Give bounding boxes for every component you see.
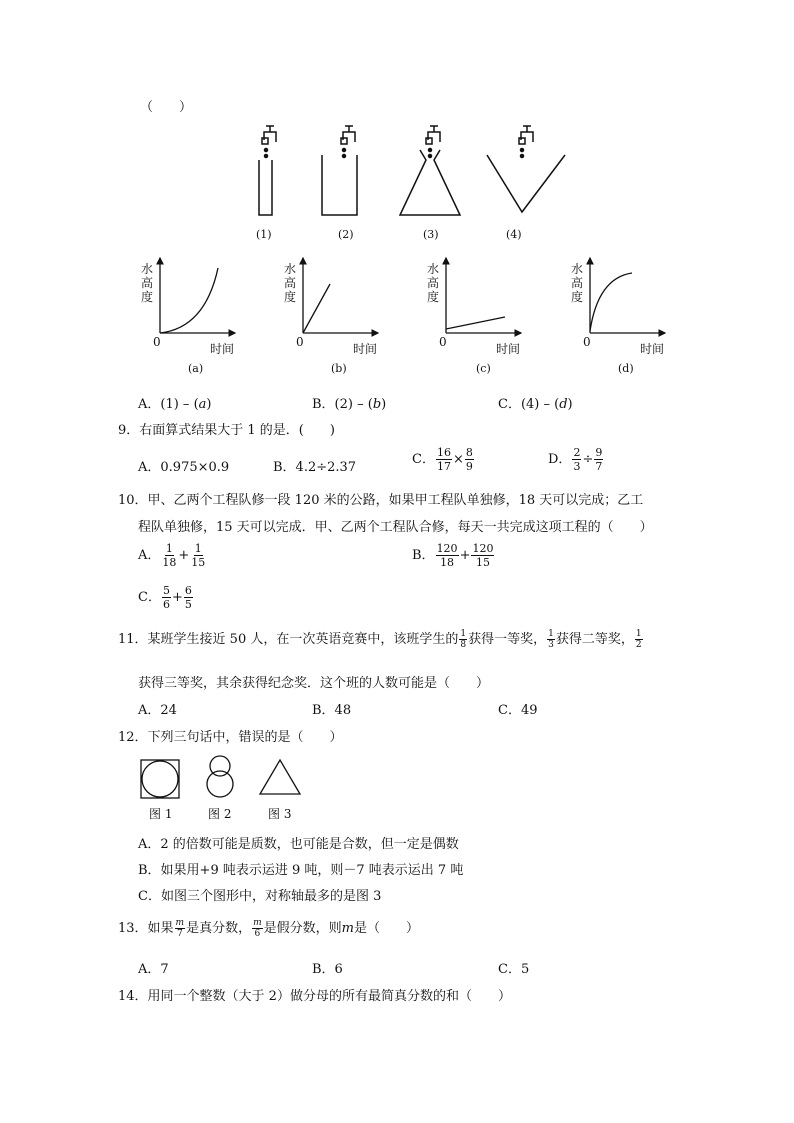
graph-x-label: 时间 bbox=[210, 342, 235, 356]
graph-caption: (c) bbox=[476, 362, 491, 375]
q11-option-c: C．49 bbox=[498, 703, 538, 718]
fig-caption: 图 1 bbox=[149, 807, 173, 821]
q13-option-c: C．5 bbox=[498, 962, 530, 977]
graph-origin: 0 bbox=[583, 335, 591, 349]
q8-option-b: B．(2) – (b) bbox=[312, 397, 387, 412]
graph-origin: 0 bbox=[296, 335, 304, 349]
graph-x-label: 时间 bbox=[353, 342, 378, 356]
q10-option-c: C． $\frac{5}{6}$ + $\frac{6}{5}$ bbox=[138, 584, 192, 611]
q9-option-d: D． $\frac{2}{3}$ ÷ $\frac{9}{7}$ bbox=[548, 446, 603, 473]
q9-option-a: A．0.975×0.9 bbox=[138, 460, 230, 475]
q12-option-a: A．2 的倍数可能是质数，也可能是合数，但一定是偶数 bbox=[138, 837, 459, 852]
q10-option-b: B． $\frac{120}{18}$ + $\frac{120}{15}$ bbox=[412, 542, 494, 569]
q11-option-b: B．48 bbox=[312, 703, 352, 718]
graph-caption: (b) bbox=[331, 362, 347, 375]
graph-x-label: 时间 bbox=[640, 342, 665, 356]
q10-stem-line2: 程队单独修，15 天可以完成．甲、乙两个工程队合修，每天一共完成这项工程的（ ） bbox=[138, 520, 653, 535]
square-with-circle-icon bbox=[141, 760, 179, 798]
fig-caption: 图 2 bbox=[208, 807, 232, 821]
q13-option-a: A．7 bbox=[138, 962, 169, 977]
q8-option-a: A．(1) – (a) bbox=[138, 397, 212, 412]
q8-option-c: C．(4) – (d) bbox=[498, 397, 573, 412]
q11-stem-line1: 11．某班学生接近 50 人，在一次英语竞赛中，该班学生的 $\frac{1}{8}$ 获得一等奖， $\frac{1}{3}$ 获得二等奖， $\frac{1}{2}$ bbox=[118, 629, 642, 650]
q10-option-a: A． $\frac{1}{18}$ + $\frac{1}{15}$ bbox=[138, 542, 206, 569]
q12-option-b: B．如果用+9 吨表示运进 9 吨，则－7 吨表示运出 7 吨 bbox=[138, 863, 464, 878]
fig-caption: 图 3 bbox=[268, 807, 292, 821]
graph-caption: (a) bbox=[188, 362, 204, 375]
q12-stem: 12．下列三句话中，错误的是（ ） bbox=[118, 730, 343, 745]
q13-option-b: B．6 bbox=[312, 962, 343, 977]
graph-origin: 0 bbox=[439, 335, 447, 349]
triangle-icon bbox=[260, 760, 300, 794]
container-caption: (1) bbox=[256, 228, 272, 241]
q10-stem-line1: 10．甲、乙两个工程队修一段 120 米的公路，如果甲工程队单独修，18 天可以完成；乙工 bbox=[118, 493, 644, 508]
q13-stem: 13．如果 $\frac{m}{7}$ 是真分数， $\frac{m}{6}$ 是假分数，则m是（ ） bbox=[118, 918, 420, 939]
q11-option-a: A．24 bbox=[138, 703, 177, 718]
graph-y-label: 水 高 度 bbox=[284, 262, 297, 304]
graph-y-label: 水 高 度 bbox=[427, 262, 440, 304]
answer-paren: （ ） bbox=[140, 100, 193, 115]
q14-stem: 14．用同一个整数（大于 2）做分母的所有最简真分数的和（ ） bbox=[118, 989, 511, 1004]
container-caption: (3) bbox=[423, 228, 439, 241]
graph-y-label: 水 高 度 bbox=[141, 262, 154, 304]
graph-y-label: 水 高 度 bbox=[571, 262, 584, 304]
container-caption: (4) bbox=[506, 228, 522, 241]
graph-caption: (d) bbox=[618, 362, 634, 375]
q9-option-c: C． $\frac{16}{17}$ × $\frac{8}{9}$ bbox=[412, 446, 473, 473]
container-caption: (2) bbox=[338, 228, 354, 241]
q9-stem: 9．右面算式结果大于 1 的是．( ) bbox=[118, 423, 335, 438]
graph-origin: 0 bbox=[153, 335, 161, 349]
q12-option-c: C．如图三个图形中，对称轴最多的是图 3 bbox=[138, 889, 382, 904]
graph-x-label: 时间 bbox=[496, 342, 521, 356]
q9-option-b: B．4.2÷2.37 bbox=[273, 460, 357, 475]
q11-stem-line2: 获得三等奖，其余获得纪念奖．这个班的人数可能是（ ） bbox=[138, 676, 490, 691]
